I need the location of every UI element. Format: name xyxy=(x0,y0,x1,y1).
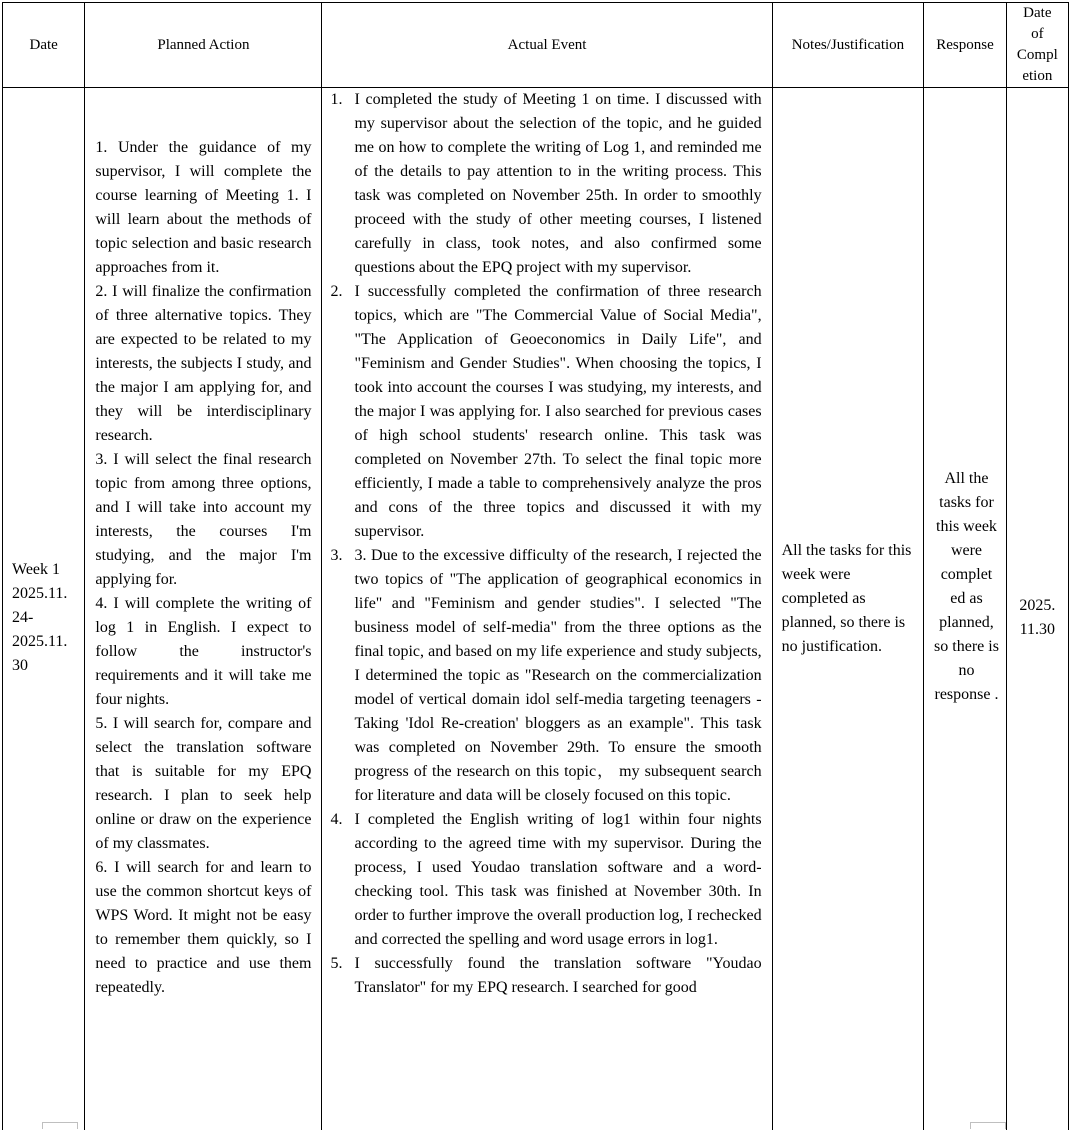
event-number: 1. xyxy=(330,91,343,108)
header-response: Response xyxy=(924,3,1006,88)
planned-item: 5. I will search for, compare and select the translation software that is suitable for my EPQ research. I plan to seek help online or draw on the experience of my classmates. xyxy=(95,715,312,852)
event-number: 3. xyxy=(330,547,343,564)
response-text: All the tasks for this week were complet ed as planned, so there is no response . xyxy=(934,470,999,703)
event-text: 3. Due to the excessive difficulty of the research, I rejected the two topics of "The application of geographical economics in life" and "Feminism and gender studies". I selected "The business model of self-media" from the three options as the final topic, and based on my life experience and study subjects, I determined the topic as "Research on the commercialization model of vertical domain idol self-media targeting teenagers - Taking 'Idol Re-creation' bloggers as an example". This task was completed on November 29th. To ensure the smooth progress of the research on this topic， my subsequent search for literature and data will be closely focused on this topic. xyxy=(354,547,762,804)
completion-date-line-2: 11.30 xyxy=(1019,620,1056,638)
actual-event-cell xyxy=(322,88,772,1130)
header-completion-line-1: Date xyxy=(1023,5,1052,21)
header-completion-line-3: Compl xyxy=(1016,47,1058,63)
date-week: Week 1 xyxy=(12,560,61,578)
header-date: Date xyxy=(3,3,85,88)
page-corner-marker-left xyxy=(42,1122,78,1129)
header-actual-event: Actual Event xyxy=(322,3,772,88)
header-completion-line-2: of xyxy=(1031,26,1044,42)
header-notes-justification: Notes/Justification xyxy=(772,3,924,88)
planned-item: 1. Under the guidance of my supervisor, I will complete the course learning of Meeting 1. I will learn about the methods of topic selection and basic research approaches from it. xyxy=(95,139,312,276)
actual-event-item xyxy=(330,280,761,544)
date-start: 2025.11. xyxy=(12,584,68,602)
event-number: 2. xyxy=(330,283,343,300)
completion-date-cell xyxy=(1006,88,1068,1130)
page-corner-marker-right xyxy=(970,1122,1006,1129)
notes-justification-cell xyxy=(772,88,924,1130)
actual-event-item xyxy=(330,88,761,280)
header-completion-line-4: etion xyxy=(1022,68,1053,84)
event-text: I completed the study of Meeting 1 on time. I discussed with my supervisor about the selection of the topic, and he guided me on how to complete the writing of Log 1, and reminded me of the details to pay attention to in the writing process. This task was completed on November 25th. In order to smoothly proceed with the study of other meeting courses, I listened carefully in class, took notes, and also confirmed some questions about the EPQ project with my supervisor. xyxy=(354,91,762,276)
week-1-row xyxy=(3,88,1069,1130)
header-planned-action: Planned Action xyxy=(85,3,322,88)
actual-event-item xyxy=(330,808,761,952)
event-number: 4. xyxy=(330,811,343,828)
planned-item: 4. I will complete the writing of log 1 in English. I expect to follow the instructor's requirements and it will take me four nights. xyxy=(95,595,312,708)
event-text: I successfully found the translation software "Youdao Translator" for my EPQ research. I searched for good xyxy=(354,955,762,996)
planned-item: 3. I will select the final research topic from among three options, and I will take into account my interests, the courses I'm studying, and the major I'm applying for. xyxy=(95,451,312,588)
production-log-table xyxy=(2,2,1069,1130)
completion-date-line-1: 2025. xyxy=(1019,596,1056,614)
planned-item: 6. I will search for and learn to use the common shortcut keys of WPS Word. It might not be easy to remember them quickly, so I need to practice and use them repeatedly. xyxy=(95,859,312,996)
event-text: I successfully completed the confirmation of three research topics, which are "The Commercial Value of Social Media", "The Application of Geoeconomics in Daily Life", and "Feminism and Gender Studies". When choosing the topics, I took into account the courses I was studying, my interests, and the major I was applying for. I also searched for previous cases of high school students' research online. This task was completed on November 27th. To select the final topic more efficiently, I made a table to comprehensively analyze the pros and cons of the three topics and discussed it with my supervisor. xyxy=(354,283,762,540)
event-number: 5. xyxy=(330,955,343,972)
event-text: I completed the English writing of log1 within four nights according to the agreed time with my supervisor. During the process, I used Youdao translation software and a word-checking tool. This task was finished at November 30th. In order to further improve the overall production log, I rechecked and corrected the spelling and word usage errors in log1. xyxy=(354,811,762,948)
date-end-tail: 30 xyxy=(12,656,28,674)
actual-event-item xyxy=(330,952,761,1000)
header-date-of-completion xyxy=(1006,3,1068,88)
date-start-tail: 24- xyxy=(12,608,34,626)
planned-item: 2. I will finalize the confirmation of three alternative topics. They are expected to be related to my interests, the subjects I study, and the major I am applying for, and they will be interdisciplinary research. xyxy=(95,283,312,444)
actual-event-list xyxy=(330,88,761,1000)
date-end: 2025.11. xyxy=(12,632,68,650)
header-row xyxy=(3,3,1069,88)
planned-action-cell xyxy=(85,88,322,1130)
response-cell xyxy=(924,88,1006,1130)
actual-event-item xyxy=(330,544,761,808)
notes-text: All the tasks for this week were completed as planned, so there is no justification. xyxy=(781,542,912,655)
date-cell xyxy=(3,88,85,1130)
